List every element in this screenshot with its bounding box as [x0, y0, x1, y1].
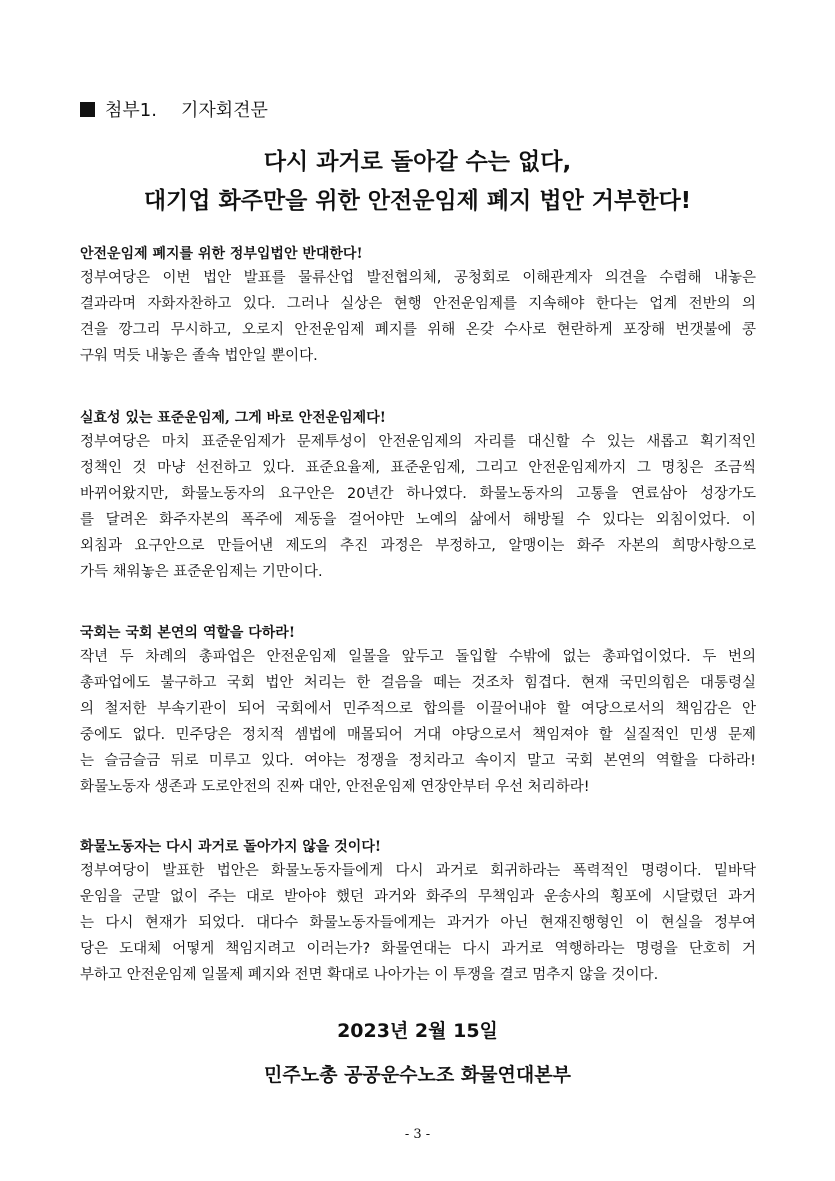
paragraph-line: 가득 채워놓은 표준운임제는 기만이다. [80, 564, 323, 580]
title-line-2: 대기업 화주만을 위한 안전운임제 폐지 법안 거부한다! [143, 188, 692, 214]
paragraph-line: 정부여당은 마치 표준운임제가 문제투성이 안전운임제의 자리를 대신할 수 있는 새롭고 획기적인 [80, 434, 756, 450]
paragraph-line: 중에도 없다. 민주당은 정치적 셈법에 매몰되어 거대 야당으로서 책임져야 할 실질적인 민생 문제 [80, 727, 756, 743]
paragraph-line: 정책인 것 마냥 선전하고 있다. 표준요율제, 표준운임제, 그리고 안전운임제까지 그 명칭은 조금씩 [80, 460, 756, 476]
attachment-label: 첨부1. [105, 100, 157, 121]
paragraph-line: 총파업에도 불구하고 국회 법안 처리는 한 걸음을 떼는 것조차 힘겹다. 현재 국민의힘은 대통령실 [80, 675, 756, 691]
paragraph-line: 정부여당은 이번 법안 발표를 물류산업 발전협의체, 공청회로 이해관계자 의견을 수렴해 내놓은 [80, 270, 756, 286]
paragraph-line: 운임을 군말 없이 주는 대로 받아야 했던 과거와 화주의 무책임과 운송사의 횡포에 시달렸던 과거 [80, 889, 756, 905]
black-square-icon [80, 102, 95, 117]
paragraph-line: 작년 두 차례의 총파업은 안전운임제 일몰을 앞두고 돌입할 수밖에 없는 총파업이었다. 두 번의 [80, 649, 756, 665]
paragraph-line: 바뀌어왔지만, 화물노동자의 요구안은 20년간 하나였다. 화물노동자의 고통을 연료삼아 성장가도 [80, 486, 756, 502]
section-oppose-bill [80, 243, 756, 369]
section-heading: 안전운임제 폐지를 위한 정부입법안 반대한다! [80, 246, 363, 262]
paragraph-line: 정부여당이 발표한 법안은 화물노동자들에게 다시 과거로 회귀하라는 폭력적인 명령이다. 밑바닥 [80, 863, 756, 879]
paragraph-line: 부하고 안전운임제 일몰제 폐지와 전면 확대로 나아가는 이 투쟁을 결코 멈추지 않을 것이다. [80, 967, 659, 983]
paragraph-line: 의 철저한 부속기관이 되어 국회에서 민주적으로 합의를 이끌어내야 할 여당으로서의 책임감은 안 [80, 701, 756, 717]
paragraph-line: 견을 깡그리 무시하고, 오로지 안전운임제 폐지를 위해 온갖 수사로 현란하게 포장해 번갯불에 콩 [80, 322, 756, 338]
section-standard-freight [80, 407, 756, 585]
section-heading: 국회는 국회 본연의 역할을 다하라! [80, 625, 295, 641]
section-no-return [80, 836, 756, 988]
attachment-heading: 기자회견문 [180, 100, 268, 121]
paragraph-line: 당은 도대체 어떻게 책임지려고 이러는가? 화물연대는 다시 과거로 역행하라는 명령을 단호히 거 [80, 941, 756, 957]
paragraph-line: 결과라며 자화자찬하고 있다. 그러나 실상은 현행 안전운임제를 지속해야 한다는 업계 전반의 의 [80, 296, 756, 312]
paragraph-line: 외침과 요구안으로 만들어낸 제도의 추진 과정은 부정하고, 알맹이는 화주 자본의 희망사항으로 [80, 538, 756, 554]
section-national-assembly [80, 622, 756, 800]
attachment-header [80, 96, 268, 122]
paragraph-line: 를 달려온 화주자본의 폭주에 제동을 걸어야만 노예의 삶에서 해방될 수 있다는 외침이었다. 이 [80, 512, 756, 528]
statement-date: 2023년 2월 15일 [337, 1020, 498, 1042]
section-heading: 화물노동자는 다시 과거로 돌아가지 않을 것이다! [80, 839, 381, 855]
section-heading: 실효성 있는 표준운임제, 그게 바로 안전운임제다! [80, 410, 386, 426]
title-line-1: 다시 과거로 돌아갈 수는 없다, [263, 149, 572, 175]
paragraph-line: 는 다시 현재가 되었다. 대다수 화물노동자들에게는 과거가 아닌 현재진행형인 이 현실을 정부여 [80, 915, 756, 931]
page-number: - 3 - [404, 1127, 431, 1142]
paragraph-line: 화물노동자 생존과 도로안전의 진짜 대안, 안전운임제 연장안부터 우선 처리하라! [80, 779, 590, 795]
paragraph-line: 구워 먹듯 내놓은 졸속 법안일 뿐이다. [80, 348, 318, 364]
paragraph-line: 는 슬금슬금 뒤로 미루고 있다. 여야는 정쟁을 정치라고 속이지 말고 국회 본연의 역할을 다하라! [80, 753, 756, 769]
organization-name: 민주노총 공공운수노조 화물연대본부 [264, 1064, 571, 1086]
